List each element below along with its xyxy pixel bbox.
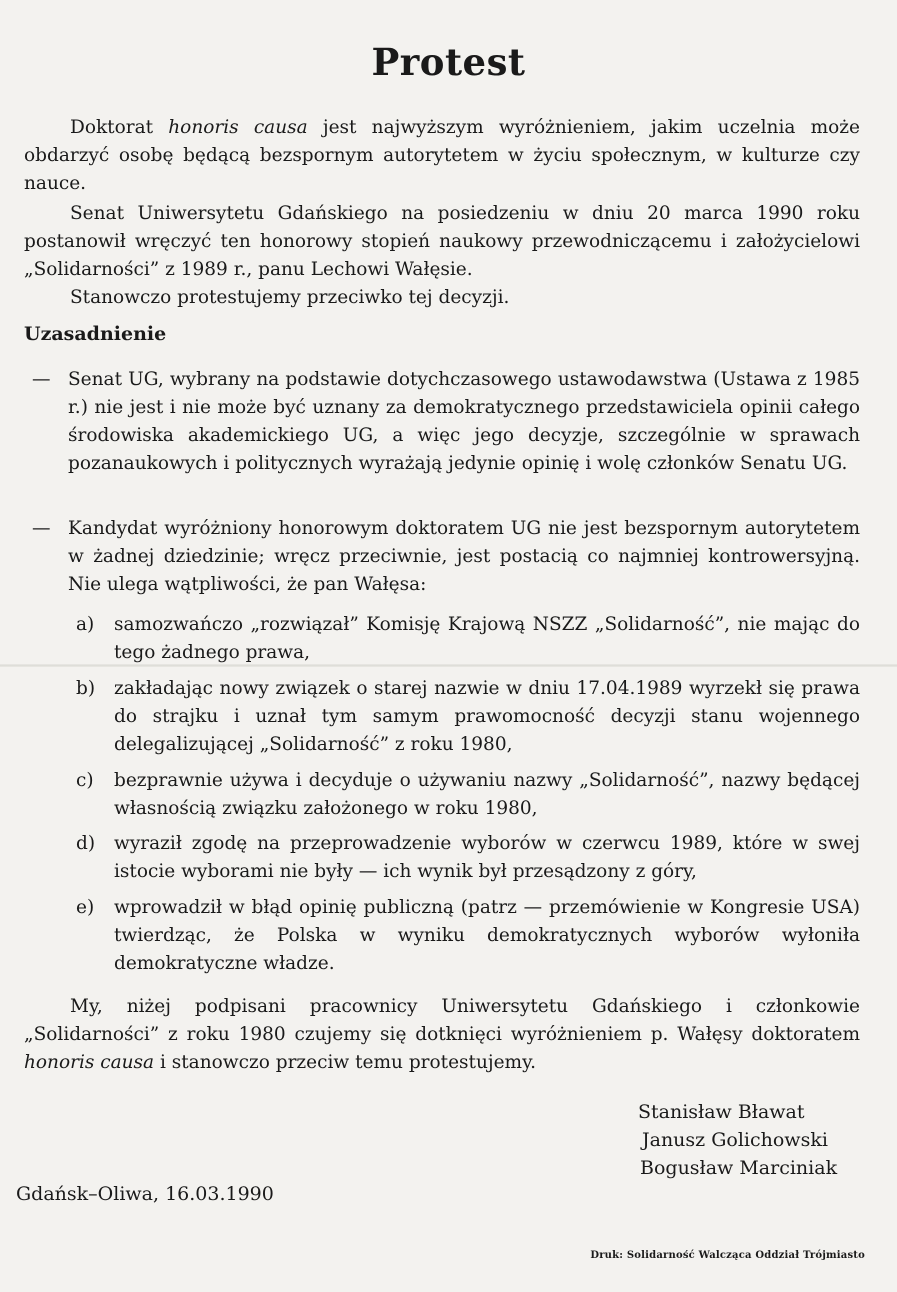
document-title: Protest [371,40,526,84]
list-item-letter: c) [76,770,94,791]
closing-rest: i stanowczo przeciw temu protestujemy. [154,1052,536,1073]
list-item-text: samozwańczo „rozwiązał” Komisję Krajową NSZZ „Solidarność”, nie mając do tego żadnego prawa, [114,614,860,663]
list-item-letter: b) [76,678,96,699]
intro-p1-start: Doktorat [70,117,169,138]
place-and-date: Gdańsk–Oliwa, 16.03.1990 [16,1183,274,1205]
intro-paragraph-2: Senat Uniwersytetu Gdańskiego na posiedzeniu w dniu 20 marca 1990 roku postanowił wręczyć ten honorowy stopień naukowy przewodniczącemu i założycielowi „Solidarności” z 1989 r., panu Lechowi Wałęsie. [24,203,860,280]
list-item-b [76,675,860,759]
signatory-2: Janusz Golichowski [642,1129,828,1151]
intro-paragraph-3: Stanowczo protestujemy przeciwko tej decyzji. [70,287,510,308]
intro-p1-emphasis: honoris causa [168,117,308,138]
intro-paragraph-1 [24,114,860,198]
list-item-a [76,611,860,667]
closing-paragraph [24,993,860,1077]
list-item-letter: a) [76,614,95,635]
section-heading: Uzasadnienie [24,323,167,345]
justification-point-1 [24,366,860,478]
signatory-1: Stanisław Bławat [638,1101,805,1123]
list-item-text: wprowadził w błąd opinię publiczną (patrz — przemówienie w Kongresie USA) twierdząc, że Polska w wyniku demokratycznych wyborów wyłoniła demokratyczne władze. [114,897,860,974]
justification-point-2 [24,515,860,599]
point-2-text: Kandydat wyróżniony honorowym doktoratem UG nie jest bezspornym autorytetem w żadnej dziedzinie; wręcz przeciwnie, jest postacią co najmniej kontrowersyjną. Nie ulega wątpliwości, że pan Wałęsa: [68,518,860,595]
intro-p1-rest: jest najwyższym wyróżnieniem, jakim uczelnia może obdarzyć osobę będącą bezspornym autorytetem w życiu społecznym, w kulturze czy nauce. [24,117,860,194]
list-item-text: wyraził zgodę na przeprowadzenie wyborów w czerwcu 1989, które w swej istocie wyborami nie były — ich wynik był przesądzony z góry, [114,833,860,882]
list-item-d [76,830,860,886]
point-1-text: Senat UG, wybrany na podstawie dotychczasowego ustawodawstwa (Ustawa z 1985 r.) nie jest i nie może być uznany za demokratycznego przedstawiciela opinii całego środowiska akademickiego UG, a więc jego decyzje, szczególnie w sprawach pozanaukowych i politycznych wyrażają jedynie opinię i wolę członków Senatu UG. [68,369,860,474]
list-item-text: bezprawnie używa i decyduje o używaniu nazwy „Solidarność”, nazwy będącej własnością związku założonego w roku 1980, [114,770,860,819]
list-item-text: zakładając nowy związek o starej nazwie w dniu 17.04.1989 wyrzekł się prawa do strajku i uznał tym samym prawomocność decyzji stanu wojennego delegalizującej „Solidarność” z roku 1980, [114,678,860,755]
list-item-letter: d) [76,833,96,854]
printer-credit: Druk: Solidarność Walcząca Oddział Trójmiasto [590,1250,865,1261]
dash-marker: — [32,518,51,539]
dash-marker: — [32,369,51,390]
signatory-3: Bogusław Marciniak [640,1157,838,1179]
list-item-letter: e) [76,897,95,918]
list-item-c [76,767,860,823]
closing-emphasis: honoris causa [24,1052,155,1073]
list-item-e [76,894,860,978]
closing-start: My, niżej podpisani pracownicy Uniwersytetu Gdańskiego i członkowie „Solidarności” z roku 1980 czujemy się dotknięci wyróżnieniem p. Wałęsy doktoratem [24,996,860,1045]
